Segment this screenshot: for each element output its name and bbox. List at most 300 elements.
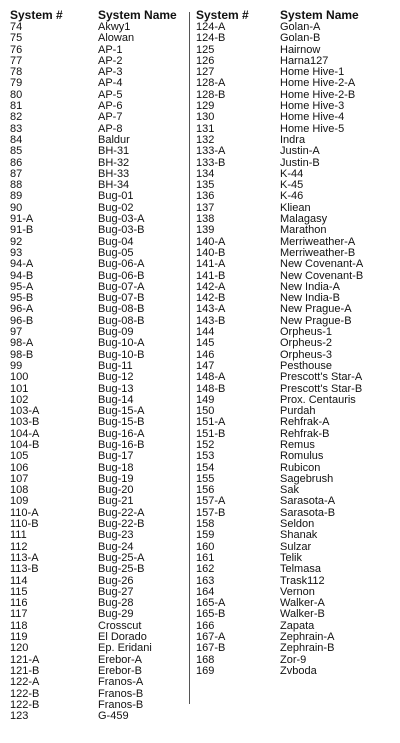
table-row [196, 440, 390, 451]
table-row [196, 587, 390, 598]
table-row [10, 429, 184, 440]
system-name: Bug-29 [98, 609, 134, 621]
system-number: 148-B [196, 383, 226, 395]
table-row [10, 56, 184, 67]
system-number: 109 [10, 496, 29, 508]
system-name: Bug-02 [98, 202, 134, 214]
system-name: Malagasy [280, 214, 328, 226]
system-name: Akwy1 [98, 22, 131, 33]
system-number: 110-A [10, 507, 39, 519]
system-number: 133-B [196, 157, 226, 169]
table-row [196, 33, 390, 44]
system-name: Bug-20 [98, 485, 134, 497]
system-number: 83 [10, 123, 23, 135]
system-name: Purdah [280, 406, 316, 418]
system-number: 147 [196, 360, 215, 372]
table-row [10, 395, 184, 406]
system-name: Merriweather-B [280, 247, 356, 259]
table-row [10, 316, 184, 327]
table-header [196, 8, 390, 22]
system-name: Walker-A [280, 598, 325, 610]
system-name: Walker-B [280, 609, 325, 621]
system-number: 94-B [10, 270, 34, 282]
system-name: AP-5 [98, 89, 123, 101]
header-system-number: System # [10, 8, 63, 22]
table-row [10, 146, 184, 157]
system-number: 165-A [196, 598, 226, 610]
system-name: Orpheus-2 [280, 338, 332, 350]
table-row [10, 677, 184, 688]
system-number: 92 [10, 236, 23, 248]
system-number: 95-A [10, 281, 34, 293]
table-row [10, 90, 184, 101]
system-number: 162 [196, 564, 215, 576]
system-name: Harna127 [280, 55, 329, 67]
table-row [196, 655, 390, 666]
system-name: Trask112 [280, 575, 325, 587]
system-number: 164 [196, 586, 215, 598]
table-row [196, 463, 390, 474]
system-name: Home Hive-2-B [280, 89, 356, 101]
system-number: 104-B [10, 439, 40, 451]
system-name: Prox. Centauris [280, 394, 356, 406]
system-number: 163 [196, 575, 215, 587]
table-row [10, 621, 184, 632]
header-system-name: System Name [98, 8, 177, 22]
table-row [10, 180, 184, 191]
right-rows [196, 22, 390, 677]
table-row [196, 609, 390, 620]
system-number: 91-A [10, 214, 34, 226]
table-row [10, 496, 184, 507]
system-name: Sagebrush [280, 473, 334, 485]
system-number: 86 [10, 157, 23, 169]
system-number: 153 [196, 451, 215, 463]
system-number: 155 [196, 473, 215, 485]
system-name: AP-3 [98, 67, 123, 79]
table-row [10, 384, 184, 395]
system-name: K-44 [280, 168, 304, 180]
system-name: Bug-22-B [98, 519, 145, 531]
table-row [10, 542, 184, 553]
system-number: 111 [10, 530, 27, 542]
system-name: Franos-B [98, 699, 144, 711]
system-number: 122-B [10, 699, 40, 711]
system-name: BH-32 [98, 157, 130, 169]
system-number: 122-B [10, 688, 40, 700]
table-row [10, 45, 184, 56]
table-row [10, 372, 184, 383]
table-row [10, 338, 184, 349]
table-row [196, 237, 390, 248]
system-number: 98-A [10, 338, 34, 350]
system-name: Kliean [280, 202, 311, 214]
system-name: AP-2 [98, 55, 123, 67]
system-name: Prescott's Star-A [280, 372, 363, 384]
system-name: New India-A [280, 281, 340, 293]
system-name: Rehfrak-A [280, 417, 330, 429]
table-row [196, 350, 390, 361]
system-number: 102 [10, 394, 29, 406]
right-half [196, 8, 390, 677]
system-number: 152 [196, 439, 215, 451]
table-row [196, 112, 390, 123]
system-number: 169 [196, 665, 215, 677]
table-row [196, 203, 390, 214]
system-name: Bug-03-B [98, 225, 145, 237]
system-name: K-46 [280, 191, 304, 203]
system-number: 119 [10, 632, 28, 644]
system-number: 160 [196, 541, 215, 553]
system-name: Bug-10-A [98, 338, 145, 350]
table-row [10, 666, 184, 677]
system-number: 105 [10, 451, 29, 463]
system-number: 90 [10, 202, 23, 214]
system-name: BH-34 [98, 180, 130, 192]
system-number: 133-A [196, 146, 226, 158]
system-name: Home Hive-3 [280, 101, 345, 113]
system-number: 135 [196, 180, 215, 192]
table-row [10, 124, 184, 135]
system-number: 80 [10, 89, 23, 101]
system-number: 142-B [196, 293, 226, 305]
table-row [196, 271, 390, 282]
table-header [10, 8, 184, 22]
table-row [196, 146, 390, 157]
system-number: 85 [10, 146, 23, 158]
system-number: 74 [10, 22, 23, 33]
table-row [196, 632, 390, 643]
system-number: 145 [196, 338, 215, 350]
table-row [10, 564, 184, 575]
system-number: 151-A [196, 417, 226, 429]
header-system-number: System # [196, 8, 249, 22]
system-number: 118 [10, 620, 28, 632]
table-row [10, 463, 184, 474]
system-name: New Prague-A [280, 304, 352, 316]
system-number: 107 [10, 473, 29, 485]
system-name: Franos-A [98, 677, 144, 689]
table-row [10, 587, 184, 598]
system-number: 154 [196, 462, 215, 474]
system-number: 112 [10, 541, 28, 553]
system-number: 100 [10, 372, 29, 384]
table-row [196, 304, 390, 315]
table-row [10, 327, 184, 338]
system-name: Telik [280, 552, 303, 564]
table-row [196, 101, 390, 112]
system-number: 124-B [196, 33, 226, 45]
system-name: Erebor-A [98, 654, 143, 666]
system-name: Sarasota-B [280, 507, 336, 519]
table-row [10, 643, 184, 654]
system-name: Zephrain-A [280, 632, 335, 644]
system-name: Vernon [280, 586, 315, 598]
system-number: 148-A [196, 372, 226, 384]
system-name: New Covenant-A [280, 259, 364, 271]
table-row [196, 485, 390, 496]
system-number: 166 [196, 620, 215, 632]
system-name: Marathon [280, 225, 327, 237]
table-row [196, 372, 390, 383]
system-number: 82 [10, 112, 23, 124]
system-name: Sak [280, 485, 299, 497]
system-number: 97 [10, 327, 23, 339]
system-number: 120 [10, 643, 29, 655]
system-name: Bug-22-A [98, 507, 145, 519]
table-row [10, 203, 184, 214]
system-number: 121-A [10, 654, 40, 666]
system-name: Merriweather-A [280, 236, 356, 248]
system-name: Justin-A [280, 146, 320, 158]
table-row [10, 214, 184, 225]
table-row [10, 225, 184, 236]
system-number: 132 [196, 134, 215, 146]
system-name: El Dorado [98, 632, 147, 644]
system-name: BH-31 [98, 146, 130, 158]
system-number: 161 [196, 552, 215, 564]
system-name: Bug-23 [98, 530, 134, 542]
system-name: New Prague-B [280, 315, 352, 327]
system-number: 116 [10, 598, 28, 610]
system-number: 124-A [196, 22, 226, 33]
system-name: Justin-B [280, 157, 320, 169]
table-row [196, 519, 390, 530]
table-row [10, 293, 184, 304]
table-row [10, 33, 184, 44]
table-row [10, 158, 184, 169]
system-number: 93 [10, 247, 23, 259]
system-number: 104-A [10, 428, 40, 440]
system-number: 114 [10, 575, 28, 587]
table-row [10, 271, 184, 282]
system-name: Bug-25-B [98, 564, 145, 576]
left-half [10, 8, 184, 722]
table-row [196, 395, 390, 406]
system-number: 127 [196, 67, 215, 79]
table-row [10, 519, 184, 530]
table-row [196, 67, 390, 78]
system-number: 137 [196, 202, 215, 214]
system-number: 167-B [196, 643, 226, 655]
table-row [10, 553, 184, 564]
system-number: 142-A [196, 281, 226, 293]
system-name: Crosscut [98, 620, 142, 632]
table-row [196, 78, 390, 89]
table-row [10, 485, 184, 496]
table-row [196, 598, 390, 609]
system-number: 140-B [196, 247, 226, 259]
system-name: Ep. Eridani [98, 643, 152, 655]
table-row [196, 248, 390, 259]
system-name: Bug-27 [98, 586, 134, 598]
table-row [10, 248, 184, 259]
system-number: 77 [10, 55, 23, 67]
system-number: 146 [196, 349, 215, 361]
system-name: Bug-26 [98, 575, 134, 587]
system-name: AP-6 [98, 101, 123, 113]
system-name: Zvboda [280, 665, 317, 677]
system-name: Orpheus-1 [280, 327, 332, 339]
system-name: Telmasa [280, 564, 321, 576]
system-number: 141-B [196, 270, 226, 282]
system-name: Erebor-B [98, 665, 143, 677]
system-name: New India-B [280, 293, 340, 305]
table-row [10, 632, 184, 643]
table-row [10, 361, 184, 372]
table-row [196, 135, 390, 146]
system-number: 87 [10, 168, 23, 180]
system-number: 141-A [196, 259, 226, 271]
system-number: 130 [196, 112, 215, 124]
system-name: Bug-07-B [98, 293, 145, 305]
table-row [196, 169, 390, 180]
header-system-name: System Name [280, 8, 359, 22]
system-number: 81 [10, 101, 23, 113]
table-row [196, 293, 390, 304]
system-number: 129 [196, 101, 215, 113]
table-row [10, 417, 184, 428]
system-number: 138 [196, 214, 215, 226]
system-name: Bug-25-A [98, 552, 145, 564]
system-number: 123 [10, 711, 29, 723]
system-number: 79 [10, 78, 23, 90]
system-name: Bug-08-B [98, 315, 145, 327]
table-row [10, 440, 184, 451]
table-row [10, 304, 184, 315]
table-row [196, 361, 390, 372]
system-number: 117 [10, 609, 28, 621]
system-number: 158 [196, 519, 215, 531]
table-row [196, 564, 390, 575]
system-name: Zor-9 [280, 654, 307, 666]
table-row [196, 191, 390, 202]
system-name: Home Hive-1 [280, 67, 345, 79]
table-row [10, 259, 184, 270]
system-name: Bug-06-B [98, 270, 145, 282]
table-row [196, 22, 390, 33]
system-number: 149 [196, 394, 215, 406]
system-number: 134 [196, 168, 215, 180]
system-number: 143-A [196, 304, 226, 316]
table-row [10, 530, 184, 541]
system-name: Shanak [280, 530, 318, 542]
system-name: Bug-03-A [98, 214, 145, 226]
system-name: Bug-09 [98, 327, 134, 339]
system-name: Alowan [98, 33, 135, 45]
system-name: Rehfrak-B [280, 428, 330, 440]
system-name: Bug-13 [98, 383, 134, 395]
system-name: Sarasota-A [280, 496, 336, 508]
table-row [10, 191, 184, 202]
system-number: 106 [10, 462, 29, 474]
system-name: Bug-15-B [98, 417, 145, 429]
system-number: 150 [196, 406, 215, 418]
table-row [196, 214, 390, 225]
table-row [10, 451, 184, 462]
system-number: 75 [10, 33, 23, 45]
system-number: 98-B [10, 349, 34, 361]
table-row [196, 225, 390, 236]
system-name: Orpheus-3 [280, 349, 332, 361]
table-row [10, 711, 184, 722]
system-number: 157-A [196, 496, 226, 508]
system-name: Home Hive-2-A [280, 78, 356, 90]
system-name: Golan-A [280, 22, 321, 33]
system-name: Bug-18 [98, 462, 134, 474]
table-row [196, 282, 390, 293]
system-name: Bug-17 [98, 451, 134, 463]
system-name: Golan-B [280, 33, 321, 45]
table-row [196, 90, 390, 101]
system-name: Prescott's Star-B [280, 383, 363, 395]
system-name: G-459 [98, 711, 129, 723]
system-name: Bug-15-A [98, 406, 145, 418]
system-name: K-45 [280, 180, 304, 192]
system-number: 156 [196, 485, 215, 497]
system-number: 78 [10, 67, 23, 79]
system-number: 165-B [196, 609, 226, 621]
system-name: Bug-19 [98, 473, 134, 485]
table-row [10, 282, 184, 293]
system-number: 115 [10, 586, 28, 598]
system-number: 144 [196, 327, 215, 339]
system-number: 103-B [10, 417, 40, 429]
system-name: Bug-11 [98, 360, 133, 372]
table-row [196, 643, 390, 654]
table-row [10, 609, 184, 620]
table-row [196, 474, 390, 485]
table-row [196, 553, 390, 564]
system-number: 108 [10, 485, 29, 497]
system-name: Bug-16-B [98, 439, 145, 451]
system-number: 88 [10, 180, 23, 192]
table-row [196, 429, 390, 440]
table-row [196, 384, 390, 395]
table-row [196, 180, 390, 191]
table-row [10, 655, 184, 666]
table-row [10, 508, 184, 519]
system-number: 143-B [196, 315, 226, 327]
table-row [196, 406, 390, 417]
system-number: 113-B [10, 564, 39, 576]
system-number: 99 [10, 360, 23, 372]
system-name: Bug-14 [98, 394, 134, 406]
table-row [196, 417, 390, 428]
system-name: Pesthouse [280, 360, 332, 372]
table-row [10, 22, 184, 33]
system-name: Home Hive-5 [280, 123, 345, 135]
system-number: 91-B [10, 225, 34, 237]
system-name: AP-4 [98, 78, 123, 90]
table-row [196, 316, 390, 327]
system-name: Indra [280, 134, 306, 146]
system-number: 94-A [10, 259, 34, 271]
system-number: 128-A [196, 78, 226, 90]
table-row [10, 169, 184, 180]
system-name: Remus [280, 439, 315, 451]
system-number: 159 [196, 530, 215, 542]
system-name: New Covenant-B [280, 270, 364, 282]
system-name: Baldur [98, 134, 130, 146]
table-row [10, 689, 184, 700]
system-number: 136 [196, 191, 215, 203]
system-name: Bug-21 [98, 496, 134, 508]
system-number: 140-A [196, 236, 226, 248]
system-number: 89 [10, 191, 23, 203]
system-name: Bug-16-A [98, 428, 145, 440]
system-number: 95-B [10, 293, 34, 305]
